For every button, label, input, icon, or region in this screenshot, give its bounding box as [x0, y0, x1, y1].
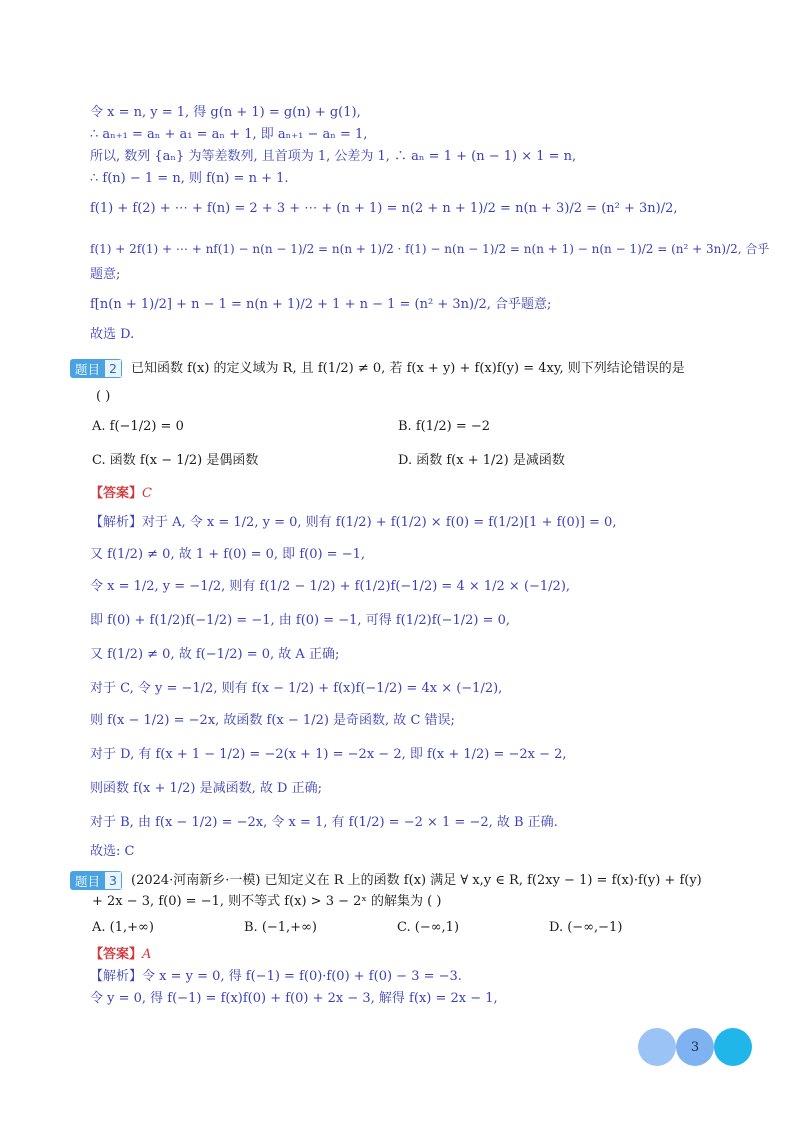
solution-line: 故选 D. — [90, 327, 135, 342]
solution-line: 所以, 数列 {aₙ} 为等差数列, 且首项为 1, 公差为 1, ∴ aₙ = 1 + (n − 1) × 1 = n, — [90, 149, 577, 164]
solution-line: f(1) + f(2) + ⋯ + f(n) = 2 + 3 + ⋯ + (n + 1) = n(2 + n + 1)/2 = n(n + 3)/2 = (n² + 3n)/2, — [90, 201, 678, 216]
analysis-line: 令 x = 1/2, y = −1/2, 则有 f(1/2 − 1/2) + f(1/2)f(−1/2) = 4 × 1/2 × (−1/2), — [90, 579, 571, 594]
page-number-badge — [638, 1028, 752, 1066]
analysis-line: 则函数 f(x + 1/2) 是减函数, 故 D 正确; — [90, 781, 322, 796]
question-tag-label: 题目 — [70, 871, 105, 890]
analysis-line: 又 f(1/2) ≠ 0, 故 1 + f(0) = 0, 即 f(0) = −1, — [90, 547, 365, 562]
question-stem-cont: + 2x − 3, f(0) = −1, 则不等式 f(x) > 3 − 2ˣ 的解集为 ( ) — [92, 894, 442, 909]
question-stem: (2024·河南新乡·一模) 已知定义在 R 上的函数 f(x) 满足 ∀ x,y ∈ R, f(2xy − 1) = f(x)·f(y) + f(y) — [131, 873, 702, 888]
analysis-line: 令 y = 0, 得 f(−1) = f(x)f(0) + f(0) + 2x − 3, 解得 f(x) = 2x − 1, — [90, 991, 498, 1006]
solution-line: f(1) + 2f(1) + ⋯ + nf(1) − n(n − 1)/2 = n(n + 1)/2 · f(1) − n(n − 1)/2 = n(n + 1) − n(n − 1)/2 = (n² + 3n)/2, 合乎 — [90, 242, 770, 256]
analysis-line: 故选: C — [90, 844, 135, 859]
option-b: B. f(1/2) = −2 — [398, 419, 491, 434]
page-badge-circle — [638, 1028, 676, 1066]
answer-line — [90, 485, 734, 503]
analysis-line: 则 f(x − 1/2) = −2x, 故函数 f(x − 1/2) 是奇函数, 故 C 错误; — [90, 713, 455, 728]
analysis-line: 【解析】对于 A, 令 x = 1/2, y = 0, 则有 f(1/2) + f(1/2) × f(0) = f(1/2)[1 + f(0)] = 0, — [90, 515, 617, 530]
analysis-line: 又 f(1/2) ≠ 0, 故 f(−1/2) = 0, 故 A 正确; — [90, 647, 340, 662]
analysis-line: 对于 D, 有 f(x + 1 − 1/2) = −2(x + 1) = −2x − 2, 即 f(x + 1/2) = −2x − 2, — [90, 747, 567, 762]
solution-line: ∴ f(n) − 1 = n, 则 f(n) = n + 1. — [90, 171, 289, 186]
question-number: 2 — [105, 359, 122, 378]
answer-value: A — [142, 947, 152, 962]
analysis-line: 对于 B, 由 f(x − 1/2) = −2x, 令 x = 1, 有 f(1/2) = −2 × 1 = −2, 故 B 正确. — [90, 815, 558, 830]
answer-value: C — [142, 486, 152, 501]
answer-paren: ( ) — [96, 389, 111, 404]
question-tag — [70, 359, 122, 378]
analysis-line: 对于 C, 令 y = −1/2, 则有 f(x − 1/2) + f(x)f(−1/2) = 4x × (−1/2), — [90, 681, 503, 696]
question-stem: 已知函数 f(x) 的定义域为 R, 且 f(1/2) ≠ 0, 若 f(x + y) + f(x)f(y) = 4xy, 则下列结论错误的是 — [131, 361, 685, 376]
option-d: D. (−∞,−1) — [549, 920, 623, 935]
option-a: A. f(−1/2) = 0 — [92, 419, 184, 434]
answer-label: 【答案】 — [90, 486, 143, 501]
question-number: 3 — [105, 871, 122, 890]
option-c: C. (−∞,1) — [397, 920, 460, 935]
solution-line: ∴ aₙ₊₁ = aₙ + a₁ = aₙ + 1, 即 aₙ₊₁ − aₙ = 1, — [90, 127, 368, 142]
option-c: C. 函数 f(x − 1/2) 是偶函数 — [92, 453, 259, 468]
page-number: 3 — [676, 1028, 714, 1066]
page-badge-circle — [714, 1028, 752, 1066]
solution-line: 令 x = n, y = 1, 得 g(n + 1) = g(n) + g(1), — [90, 105, 361, 120]
analysis-line: 即 f(0) + f(1/2)f(−1/2) = −1, 由 f(0) = −1, 可得 f(1/2)f(−1/2) = 0, — [90, 613, 511, 628]
analysis-line: 【解析】令 x = y = 0, 得 f(−1) = f(0)·f(0) + f(0) − 3 = −3. — [90, 969, 462, 984]
solution-line: 题意; — [90, 267, 121, 282]
option-a: A. (1,+∞) — [92, 920, 154, 935]
option-b: B. (−1,+∞) — [244, 920, 317, 935]
answer-line — [90, 946, 734, 964]
question-tag-label: 题目 — [70, 359, 105, 378]
solution-line: f[n(n + 1)/2] + n − 1 = n(n + 1)/2 + 1 + n − 1 = (n² + 3n)/2, 合乎题意; — [90, 297, 552, 312]
answer-label: 【答案】 — [90, 947, 143, 962]
question-tag — [70, 871, 122, 890]
option-d: D. 函数 f(x + 1/2) 是减函数 — [398, 453, 565, 468]
